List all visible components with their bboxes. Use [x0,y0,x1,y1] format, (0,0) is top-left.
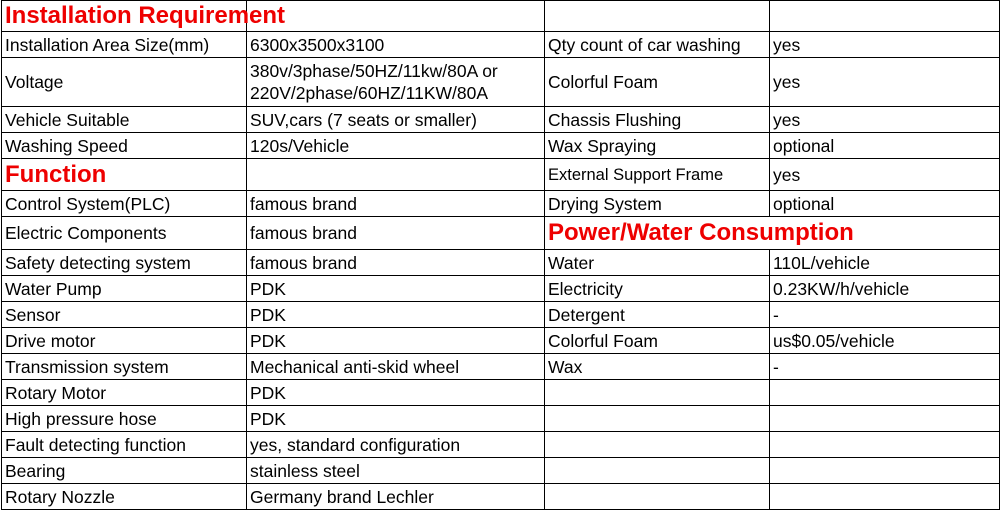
table-row [2,133,1000,159]
spec-label: Water Pump [2,276,247,302]
spec-value: optional [770,133,1000,159]
spec-value: - [770,354,1000,380]
table-row [2,159,1000,191]
spec-value: Mechanical anti-skid wheel [247,354,545,380]
spec-value: yes, standard configuration [247,432,545,458]
spec-label: Drive motor [2,328,247,354]
table-row [2,32,1000,58]
spec-label: Water [545,250,770,276]
spec-label: Installation Area Size(mm) [2,32,247,58]
section-heading-consumption: Power/Water Consumption [545,217,1000,250]
spec-value: PDK [247,380,545,406]
spec-label: Chassis Flushing [545,107,770,133]
spec-label: Qty count of car washing [545,32,770,58]
spec-label: Wax Spraying [545,133,770,159]
spec-value: famous brand [247,250,545,276]
spec-table [1,0,1000,510]
spec-label: Colorful Foam [545,328,770,354]
table-row [2,217,1000,250]
table-row [2,380,1000,406]
spec-value: optional [770,191,1000,217]
spec-value: 110L/vehicle [770,250,1000,276]
spec-value: us$0.05/vehicle [770,328,1000,354]
table-row [2,328,1000,354]
spec-label: Sensor [2,302,247,328]
table-row [2,354,1000,380]
spec-label: Electric Components [2,217,247,250]
spec-value: 120s/Vehicle [247,133,545,159]
spec-value: yes [770,58,1000,107]
table-cell [770,484,1000,510]
spec-value: SUV,cars (7 seats or smaller) [247,107,545,133]
spec-value: PDK [247,406,545,432]
spec-label: Bearing [2,458,247,484]
table-cell [247,159,545,191]
spec-label: Washing Speed [2,133,247,159]
section-heading-installation: Installation Requirement [2,1,247,32]
table-cell [770,380,1000,406]
table-cell [545,458,770,484]
table-cell [545,380,770,406]
table-row [2,1,1000,32]
spec-label: Voltage [2,58,247,107]
table-row [2,191,1000,217]
spec-value: stainless steel [247,458,545,484]
table-row [2,250,1000,276]
spec-label: Vehicle Suitable [2,107,247,133]
spec-value: yes [770,32,1000,58]
spec-label: Control System(PLC) [2,191,247,217]
spec-label: Detergent [545,302,770,328]
table-cell [545,406,770,432]
spec-label: Fault detecting function [2,432,247,458]
spec-value: 380v/3phase/50HZ/11kw/80A or 220V/2phase/60HZ/11KW/80A [247,58,545,107]
spec-label: Rotary Motor [2,380,247,406]
spec-label: Colorful Foam [545,58,770,107]
spec-value: yes [770,107,1000,133]
spec-label: High pressure hose [2,406,247,432]
table-cell [770,406,1000,432]
table-cell [247,1,545,32]
spec-value: PDK [247,276,545,302]
table-row [2,484,1000,510]
table-cell [545,432,770,458]
table-row [2,406,1000,432]
table-row [2,458,1000,484]
spec-label: Safety detecting system [2,250,247,276]
section-heading-function: Function [2,159,247,191]
table-cell [770,1,1000,32]
spec-value: famous brand [247,191,545,217]
spec-label: Transmission system [2,354,247,380]
table-row [2,276,1000,302]
table-cell [770,458,1000,484]
spec-value: 6300x3500x3100 [247,32,545,58]
table-cell [545,484,770,510]
table-cell [770,432,1000,458]
spec-label: Wax [545,354,770,380]
spec-value: Germany brand Lechler [247,484,545,510]
spec-value: 0.23KW/h/vehicle [770,276,1000,302]
spec-label: Rotary Nozzle [2,484,247,510]
table-row [2,432,1000,458]
spec-label: Drying System [545,191,770,217]
table-cell [545,1,770,32]
table-row [2,107,1000,133]
spec-value: - [770,302,1000,328]
spec-value: PDK [247,328,545,354]
spec-label: Electricity [545,276,770,302]
spec-value: PDK [247,302,545,328]
table-row [2,302,1000,328]
spec-label: External Support Frame [545,159,770,191]
spec-value: yes [770,159,1000,191]
table-row [2,58,1000,107]
spec-value: famous brand [247,217,545,250]
